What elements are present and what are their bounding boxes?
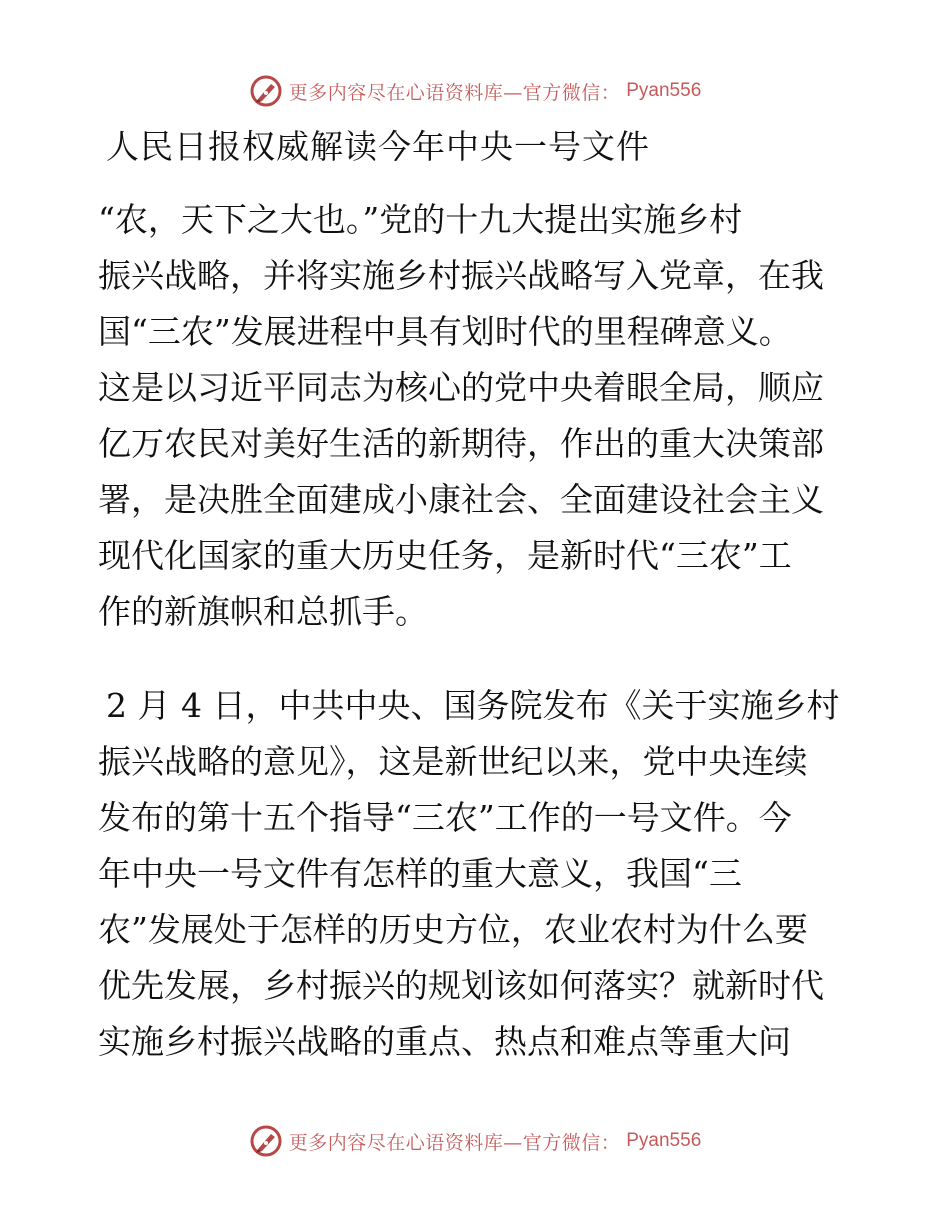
document-title: 人民日报权威解读今年中央一号文件 — [106, 127, 650, 166]
text-line: 振兴战略的意见》，这是新世纪以来，党中央连续 — [98, 742, 808, 781]
text-line: 这是以习近平同志为核心的党中央着眼全局，顺应 — [98, 368, 824, 407]
text-line: 农”发展处于怎样的历史方位，农业农村为什么要 — [98, 910, 808, 949]
pen-logo-icon — [249, 1124, 283, 1158]
watermark-banner-bottom — [0, 1121, 950, 1161]
text-line: 现代化国家的重大历史任务，是新时代“三农”工 — [98, 536, 792, 575]
watermark-banner-top — [0, 71, 950, 111]
text-line: 实施乡村振兴战略的重点、热点和难点等重大问 — [98, 1022, 791, 1061]
text-line: 年中央一号文件有怎样的重大意义，我国“三 — [98, 854, 742, 893]
text-line: 优先发展，乡村振兴的规划该如何落实？就新时代 — [98, 966, 824, 1005]
text-line: 国“三农”发展进程中具有划时代的里程碑意义。 — [98, 312, 792, 351]
paragraph-2 — [98, 678, 850, 1070]
text-line: 亿万农民对美好生活的新期待，作出的重大决策部 — [98, 424, 824, 463]
text-line: 振兴战略，并将实施乡村振兴战略写入党章，在我 — [98, 256, 824, 295]
text-line: 作的新旗帜和总抓手。 — [98, 592, 428, 631]
text-line: 发布的第十五个指导“三农”工作的一号文件。今 — [98, 798, 792, 837]
text-line: 2 月 4 日，中共中央、国务院发布《关于实施乡村 — [106, 686, 840, 725]
paragraph-1 — [98, 192, 850, 640]
pen-logo-icon — [249, 74, 283, 108]
watermark-wechat-id: Pyan556 — [626, 1130, 702, 1151]
watermark-text: 更多内容尽在心语资料库—官方微信： — [288, 1131, 621, 1154]
text-line: 署，是决胜全面建成小康社会、全面建设社会主义 — [98, 480, 824, 519]
watermark-text: 更多内容尽在心语资料库—官方微信： — [288, 81, 621, 104]
text-line: “农，天下之大也。”党的十九大提出实施乡村 — [98, 200, 743, 239]
watermark-wechat-id: Pyan556 — [626, 80, 702, 101]
